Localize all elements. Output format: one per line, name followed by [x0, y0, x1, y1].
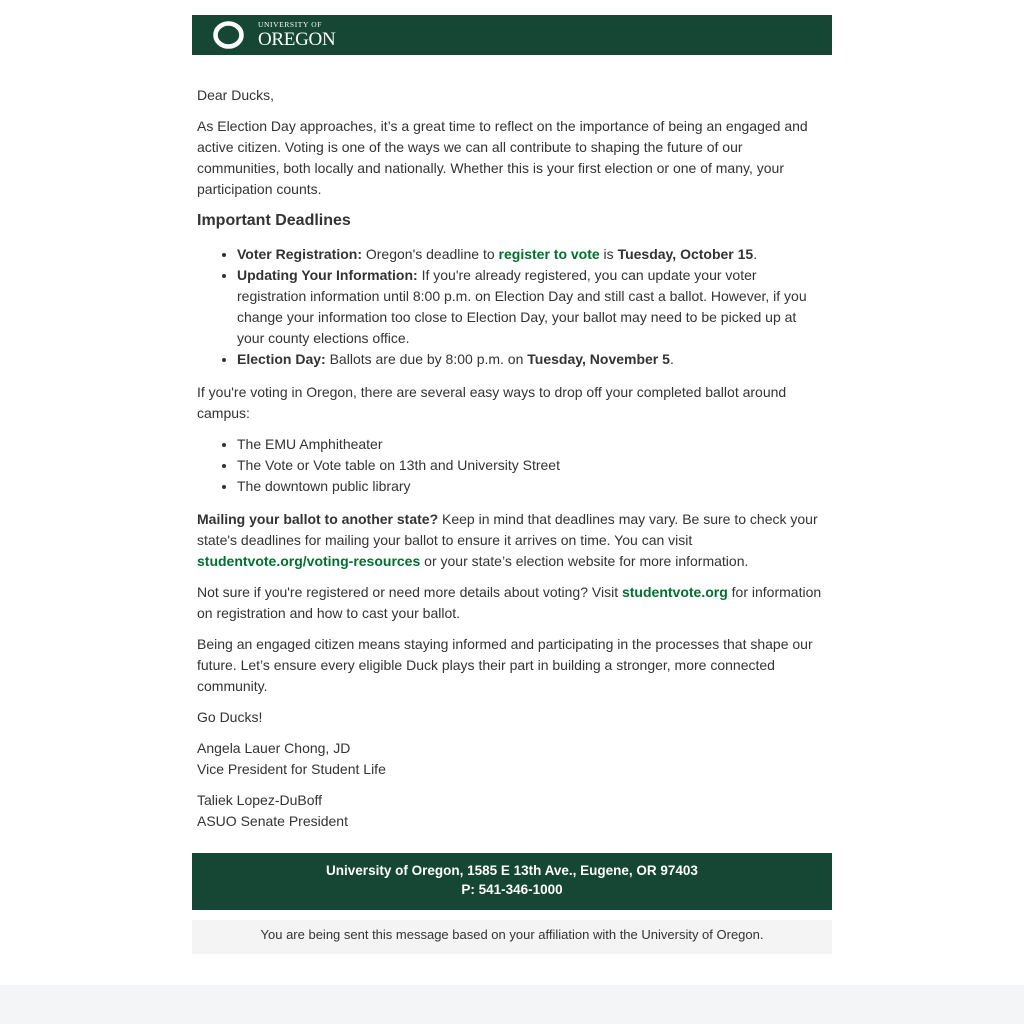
deadlines-heading: Important Deadlines: [197, 212, 351, 229]
deadline-registration: [237, 244, 827, 265]
logo-wordmark: [258, 21, 335, 49]
footer-banner: [192, 853, 832, 910]
dropoff-list: [197, 434, 827, 497]
email-body: [192, 55, 832, 853]
oregon-o-icon: [213, 21, 244, 49]
signature-block: [197, 738, 827, 780]
deadline-text: Oregon's deadline to: [361, 246, 499, 262]
logo-small-text: UNIVERSITY OF: [258, 20, 322, 30]
deadline-label: Updating Your Information:: [237, 267, 418, 283]
footer-phone[interactable]: P: 541-346-1000: [461, 882, 563, 897]
closing-paragraph: Being an engaged citizen means staying informed and participating in the processes that shape our future. Let’s ensure every eligible Duck plays their part in building a stronger, more connected community.: [197, 636, 813, 694]
mailing-text: or your state’s election website for more information.: [420, 553, 749, 569]
deadline-updating: [237, 265, 827, 349]
mailing-label: Mailing your ballot to another state?: [197, 511, 439, 527]
signoff: Go Ducks!: [197, 709, 263, 725]
studentvote-link[interactable]: studentvote.org: [621, 584, 728, 600]
signer-title: ASUO Senate President: [197, 813, 348, 829]
deadline-label: Voter Registration:: [237, 246, 362, 262]
footer-address: University of Oregon, 1585 E 13th Ave., Eugene, OR 97403: [326, 863, 698, 878]
not-sure-paragraph: [197, 582, 827, 624]
signer-name: Angela Lauer Chong, JD: [197, 740, 351, 756]
dropoff-location: • The Vote or Vote table on 13th and University Street: [237, 455, 827, 476]
deadline-text: is: [599, 246, 618, 262]
mailing-text: Keep in mind that deadlines may vary. Be sure to check your state's deadlines for mailing your ballot to ensure it arrives on time. You can visit: [197, 511, 818, 548]
uo-logo[interactable]: [213, 21, 335, 49]
email-container: [192, 15, 832, 954]
not-sure-text: Not sure if you're registered or need more details about voting? Visit: [197, 584, 622, 600]
dropoff-location: • The EMU Amphitheater: [237, 434, 827, 455]
page-bottom-band: [0, 985, 1024, 1024]
deadline-text: .: [753, 246, 758, 262]
deadline-election-day: [237, 349, 827, 370]
deadline-text: .: [669, 351, 674, 367]
not-sure-text: for information on registration and how to cast your ballot.: [197, 584, 822, 621]
dropoff-location: • The downtown public library: [237, 476, 827, 497]
register-to-vote-link[interactable]: register to vote: [498, 246, 600, 262]
deadlines-list: [197, 244, 827, 370]
mailing-paragraph: [197, 509, 827, 572]
greeting: Dear Ducks,: [197, 87, 275, 103]
signer-title: Vice President for Student Life: [197, 761, 386, 777]
dropoff-intro: If you're voting in Oregon, there are several easy ways to drop off your completed ballot around campus:: [197, 384, 787, 421]
voting-resources-link[interactable]: studentvote.org/voting-resources: [197, 553, 421, 569]
deadline-text: Ballots are due by 8:00 p.m. on: [325, 351, 528, 367]
logo-big-text: OREGON: [258, 28, 336, 50]
signer-name: Taliek Lopez-DuBoff: [197, 792, 323, 808]
intro-paragraph: As Election Day approaches, it’s a great time to reflect on the importance of being an engaged and active citizen. Voting is one of the ways we can all contribute to shaping the future of our communities, both locally and nationally. Whether this is your first election or one of many, your participation counts.: [197, 118, 808, 197]
deadline-text: If you're already registered, you can update your voter registration information until 8:00 p.m. on Election Day and still cast a ballot. However, if you change your information too close to Election Day, your ballot may need to be picked up at your county elections office.: [237, 267, 807, 346]
header-banner: [192, 15, 832, 55]
affiliation-notice: You are being sent this message based on your affiliation with the University of Oregon.: [192, 920, 832, 954]
deadline-date: Tuesday, November 5: [527, 351, 670, 367]
deadline-date: Tuesday, October 15: [617, 246, 754, 262]
signature-block: [197, 790, 827, 832]
deadline-label: Election Day:: [237, 351, 326, 367]
